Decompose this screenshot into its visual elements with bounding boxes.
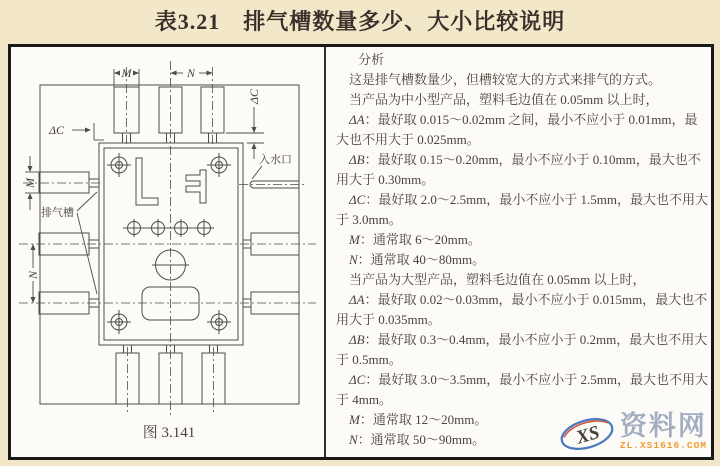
paragraph-symbol: ΔA [349, 112, 365, 127]
analysis-paragraph [336, 290, 709, 330]
watermark [558, 409, 707, 455]
dimension-n-left [26, 244, 40, 303]
paragraph-symbol: N [349, 432, 358, 447]
cavity-features [107, 153, 231, 334]
analysis-paragraph [336, 90, 709, 110]
analysis-heading: 分析 [358, 52, 385, 67]
paragraph-text: ：最好取 3.0～3.5mm，最小不应小于 2.5mm，最大也不用大于 4mm。 [336, 372, 709, 407]
paragraph-text: ：最好取 0.015～0.02mm 之间，最小不应小于 0.01mm，最大也不用大于 0.025mm。 [336, 112, 698, 147]
paragraph-symbol: ΔC [349, 372, 366, 387]
dim-m-top-label: M [121, 66, 132, 80]
dim-dc-right-label: ΔC [247, 88, 261, 104]
inlet-callout [252, 152, 292, 179]
analysis-paragraph [336, 330, 709, 370]
f-shaped-slot [186, 170, 206, 203]
paragraph-text: ：最好取 0.15～0.20mm，最小不应小于 0.10mm，最大也不用大于 0.30mm。 [336, 152, 701, 187]
watermark-logo-text: XS [573, 421, 602, 449]
analysis-paragraph [336, 190, 709, 230]
paragraph-symbol: M [349, 232, 360, 247]
mold-diagram [11, 47, 324, 451]
paragraph-text: ：通常取 40～80mm。 [357, 252, 486, 267]
paragraph-text: 当产品为中小型产品，塑料毛边值在 0.05mm 以上时， [349, 92, 659, 107]
analysis-paragraph [336, 230, 709, 250]
paragraph-text: 这是排气槽数量少，但槽较宽大的方式来排气的方式。 [349, 72, 662, 87]
dimension-m-left [23, 156, 39, 210]
paragraph-text: ：最好取 2.0～2.5mm，最小不应小于 1.5mm，最大也不用大于 3.0mm。 [336, 192, 709, 227]
paragraph-symbol: ΔB [349, 152, 365, 167]
dimension-n-top [171, 66, 213, 80]
analysis-panel [326, 47, 711, 457]
paragraph-symbol: ΔB [349, 332, 365, 347]
paragraph-text: ：通常取 50～90mm。 [357, 432, 486, 447]
centerlines [19, 61, 316, 417]
paragraph-text: ：最好取 0.3～0.4mm，最小不应小于 0.2mm，最大也不用大于 0.5mm。 [336, 332, 708, 367]
analysis-paragraph [336, 270, 709, 290]
paragraph-text: 当产品为大型产品，塑料毛边值在 0.05mm 以上时， [349, 272, 646, 287]
paragraph-symbol: ΔA [349, 292, 365, 307]
inlet-label: 入水口 [259, 154, 292, 166]
analysis-paragraph [336, 150, 709, 190]
analysis-paragraph [336, 250, 709, 270]
analysis-paragraph [336, 110, 709, 150]
analysis-paragraph [336, 370, 709, 410]
paragraph-symbol: M [349, 412, 360, 427]
dim-m-left-label: M [23, 178, 37, 188]
dim-dc-left-label: ΔC [49, 123, 65, 137]
paragraph-symbol: ΔC [349, 192, 366, 207]
dimension-dc-left [48, 123, 104, 140]
dim-n-left-label: N [26, 270, 40, 279]
dimension-m-top [114, 66, 139, 87]
figure-caption: 图 3.141 [142, 425, 196, 441]
paragraph-text: ：通常取 12～20mm。 [359, 412, 488, 427]
analysis-paragraph [336, 70, 709, 90]
right-vent-slots [243, 233, 299, 314]
figure-panel [11, 47, 324, 451]
paragraph-text: ：通常取 6～20mm。 [359, 232, 481, 247]
watermark-logo-icon [558, 409, 616, 455]
paragraph-text: ：最好取 0.02～0.03mm，最小不应小于 0.015mm，最大也不用大于 0.035mm。 [336, 292, 708, 327]
page-title: 表3.21 排气槽数量多少、大小比较说明 [154, 9, 566, 34]
dim-n-top-label: N [186, 66, 196, 80]
analysis-paragraphs [336, 70, 709, 450]
watermark-site-url: ZL.XS1616.COM [619, 440, 707, 451]
content-box [8, 44, 714, 460]
l-shaped-slot [136, 158, 158, 205]
left-vent-slots [39, 172, 99, 314]
paragraph-symbol: N [349, 252, 358, 267]
watermark-text-block [620, 413, 707, 451]
watermark-site-name: 资料网 [619, 411, 707, 441]
vent-label: 排气槽 [41, 207, 74, 219]
corner-screw-holes [107, 153, 231, 334]
top-vent-slots [114, 87, 224, 143]
